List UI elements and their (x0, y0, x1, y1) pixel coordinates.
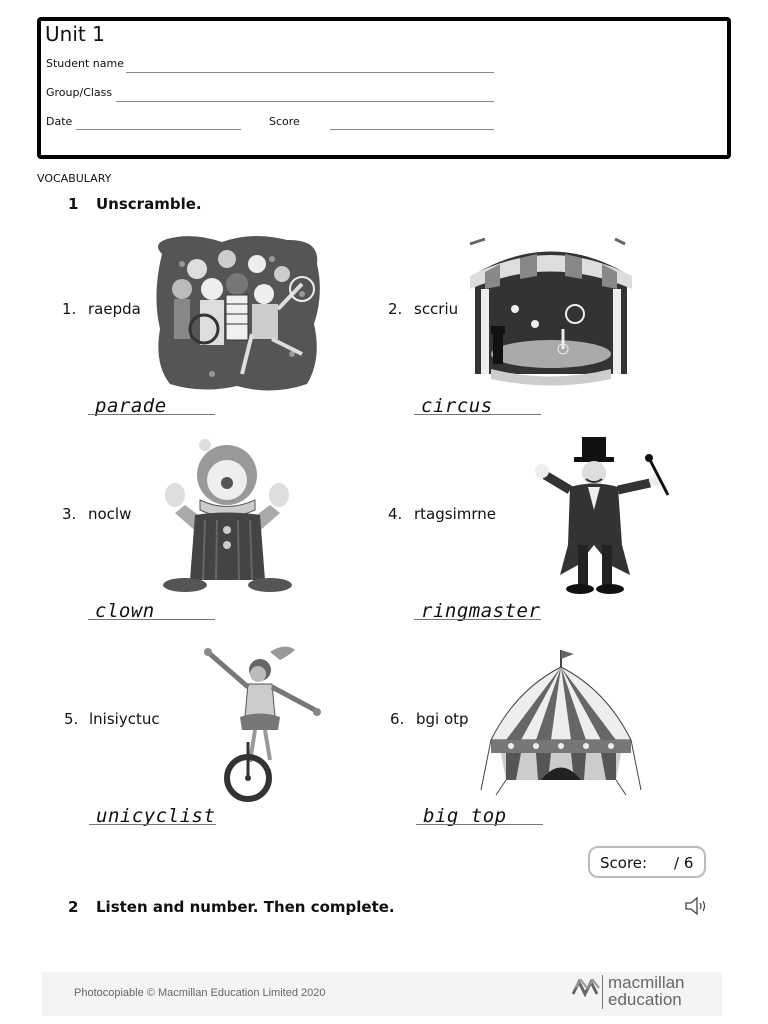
scrambled-word: lnisiyctuc (89, 710, 160, 728)
date-label: Date (46, 115, 73, 128)
score-label: Score (269, 115, 300, 128)
speaker-icon[interactable] (684, 896, 708, 916)
student-info-box (37, 17, 731, 159)
score-field[interactable] (330, 129, 494, 130)
student-name-label: Student name (46, 57, 124, 70)
scrambled-word: sccriu (414, 300, 459, 318)
unit-title: Unit 1 (45, 22, 105, 46)
answer-line (88, 619, 215, 620)
copyright-text: Photocopiable © Macmillan Education Limited 2020 (74, 987, 326, 999)
scrambled-word: bgi otp (416, 710, 469, 728)
ringmaster-illustration (510, 435, 680, 597)
student-name-field[interactable] (126, 72, 494, 73)
scrambled-word: noclw (88, 505, 132, 523)
exercise-1-title: Unscramble. (96, 195, 202, 213)
answer-text[interactable]: big top (423, 805, 507, 827)
score-label: Score: (600, 854, 648, 872)
item-number: 3. (62, 505, 77, 523)
logo-text-macmillan: macmillan (608, 973, 685, 992)
answer-text[interactable]: unicyclist (96, 805, 216, 827)
logo-divider (602, 975, 603, 1009)
clown-illustration (145, 435, 310, 595)
section-label: VOCABULARY (37, 172, 112, 185)
parade-illustration (152, 234, 324, 394)
item-number: 2. (388, 300, 403, 318)
big-top-illustration (476, 645, 646, 800)
date-field[interactable] (76, 129, 241, 130)
item-number: 1. (62, 300, 77, 318)
answer-line (89, 824, 216, 825)
answer-line (88, 414, 215, 415)
score-total: / 6 (674, 854, 694, 872)
scrambled-word: rtagsimrne (414, 505, 496, 523)
answer-line (414, 619, 541, 620)
item-number: 5. (64, 710, 79, 728)
exercise-1-score-box (588, 846, 706, 878)
macmillan-logo-icon (571, 976, 601, 998)
answer-text[interactable]: parade (95, 395, 167, 417)
exercise-2-number: 2 (68, 898, 79, 916)
circus-tent-illustration (465, 234, 637, 392)
answer-line (414, 414, 541, 415)
answer-text[interactable]: circus (421, 395, 493, 417)
logo-text-education: education (608, 990, 682, 1009)
item-number: 6. (390, 710, 405, 728)
answer-text[interactable]: clown (95, 600, 155, 622)
answer-line (416, 824, 543, 825)
exercise-1-number: 1 (68, 195, 79, 213)
scrambled-word: raepda (88, 300, 141, 318)
unicyclist-illustration (200, 642, 322, 802)
group-class-label: Group/Class (46, 86, 113, 99)
item-number: 4. (388, 505, 403, 523)
answer-text[interactable]: ringmaster (421, 600, 541, 622)
group-class-field[interactable] (116, 101, 494, 102)
exercise-2-title: Listen and number. Then complete. (96, 898, 395, 916)
